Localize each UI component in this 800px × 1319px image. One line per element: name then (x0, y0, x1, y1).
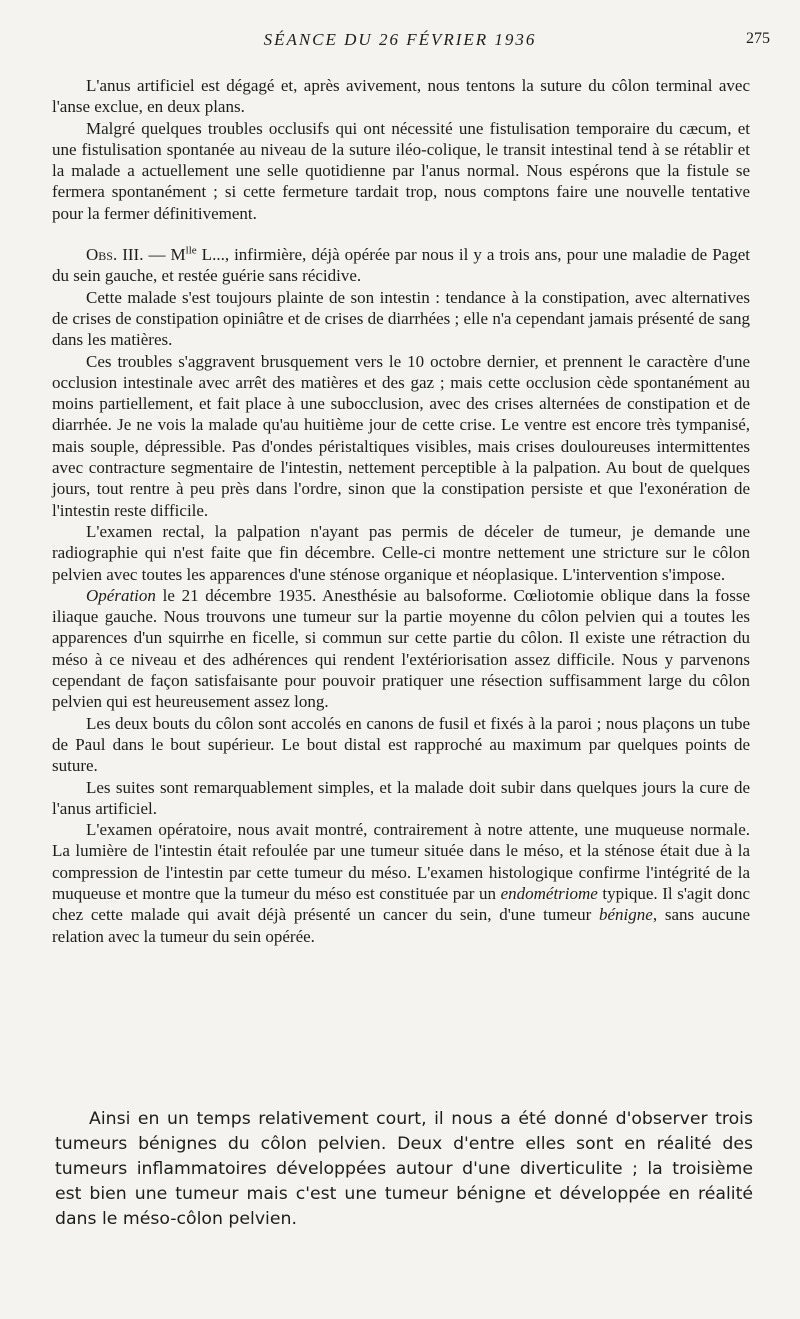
observation-dash: — (148, 245, 166, 265)
paragraph-2: Malgré quelques troubles occlusifs qui ont nécessité une fistulisation temporaire du cæcum, et une fistulisation spontanée au niveau de la suture iléo-colique, le transit intestinal tend à se rétablir et la malade a actuellement une selle quotidienne par l'anus normal. Nous espérons que la fistule se fermera spontanément ; si cette fermeture tardait trop, nous comptons faire une nouvelle tentative pour la fermer définitivement. (52, 118, 750, 223)
paragraph-8: Les deux bouts du côlon sont accolés en canons de fusil et fixés à la paroi ; nous plaçons un tube de Paul dans le bout supérieur. Le bout distal est rapproché au maximum par quelques points de suture. (52, 713, 750, 776)
operation-paragraph (52, 585, 750, 713)
patient-title: M (170, 245, 186, 265)
endometrioma-term: endométriome (500, 883, 598, 903)
paragraph-1: L'anus artificiel est dégagé et, après avivement, nous tentons la suture du côlon terminal avec l'anse exclue, en deux plans. (52, 76, 750, 117)
paragraph-6: L'examen rectal, la palpation n'ayant pas permis de déceler de tumeur, je demande une radiographie qui n'est faite que fin décembre. Celle-ci montre nettement une stricture sur le côlon pelvien avec toutes les apparences d'une sténose organique et néoplasique. L'intervention s'impose. (52, 521, 750, 584)
observation-label: Obs. III. (86, 245, 144, 265)
page-header (0, 30, 800, 54)
operation-label: Opération (86, 585, 156, 605)
conclusion-paragraph: Ainsi en un temps relativement court, il nous a été donné d'observer trois tumeurs bénignes du côlon pelvien. Deux d'entre elles sont en réalité des tumeurs inflammatoires développées autour d'une diverticulite ; la troisième est bien une tumeur mais c'est une tumeur bénigne et développée en réalité dans le méso-côlon pelvien. (55, 1109, 753, 1229)
benign-term: bénigne (599, 905, 653, 925)
conclusion-block (55, 1107, 753, 1232)
patient-title-superscript: lle (185, 244, 197, 257)
paragraph-5: Ces troubles s'aggravent brusquement vers le 10 octobre dernier, et prennent le caractère d'une occlusion intestinale avec arrêt des matières et des gaz ; mais cette occlusion cède spontanément au moins partiellement, et fait place à une subocclusion, avec des crises alternées de constipation et de diarrhée. Je ne vois la malade qu'au huitième jour de cette crise. Le ventre est encore très tympanisé, mais souple, dépressible. Pas d'ondes péristaltiques visibles, mais crises douloureuses intermittentes avec contracture segmentaire de l'intestin, nettement perceptible à la palpation. Au bout de quelques jours, tout rentre à peu près dans l'ordre, sinon que la constipation persiste et que l'exonération de l'intestin reste difficile. (52, 351, 750, 520)
histology-text-b: typique. Il s'agit donc chez cette malade qui avait déjà présenté un cancer du sein, d'une tumeur (52, 883, 750, 925)
page-number: 275 (746, 30, 770, 47)
histology-paragraph (52, 819, 750, 947)
observation-heading-paragraph (52, 244, 750, 287)
running-title: SÉANCE DU 26 FÉVRIER 1936 (263, 30, 537, 49)
paragraph-4: Cette malade s'est toujours plainte de son intestin : tendance à la constipation, avec alternatives de crises de constipation opiniâtre et de crises de diarrhées ; elle n'a cependant jamais présenté de sang dans les matières. (52, 287, 750, 350)
histology-text-a: L'examen opératoire, nous avait montré, contrairement à notre attente, une muqueuse normale. La lumière de l'intestin était refoulée par une tumeur située dans le méso, et la sténose était due à la compression de l'intestin par cette tumeur du méso. L'examen histologique confirme l'intégrité de la muqueuse et montre que la tumeur du méso est constituée par un (52, 820, 750, 903)
body-text (52, 75, 750, 947)
histology-text-c: , sans aucune relation avec la tumeur du sein opérée. (52, 905, 750, 946)
paragraph-9: Les suites sont remarquablement simples, et la malade doit subir dans quelques jours la cure de l'anus artificiel. (52, 777, 750, 818)
operation-text: le 21 décembre 1935. Anesthésie au balsoforme. Cœliotomie oblique dans la fosse iliaque gauche. Nous trouvons une tumeur sur la partie moyenne du côlon pelvien qui a toutes les apparences d'un squirrhe en ficelle, si commun sur cette partie du côlon. Il existe une rétraction du méso à ce niveau et des adhérences qui rendent l'extériorisation assez difficile. Nous y parvenons cependant de façon satisfaisante pour pouvoir pratiquer une résection suffisamment large du côlon pelvien qui est heureusement assez long. (52, 585, 750, 712)
observation-intro-text: L..., infirmière, déjà opérée par nous il y a trois ans, pour une maladie de Paget du sein gauche, et restée guérie sans récidive. (52, 245, 750, 286)
